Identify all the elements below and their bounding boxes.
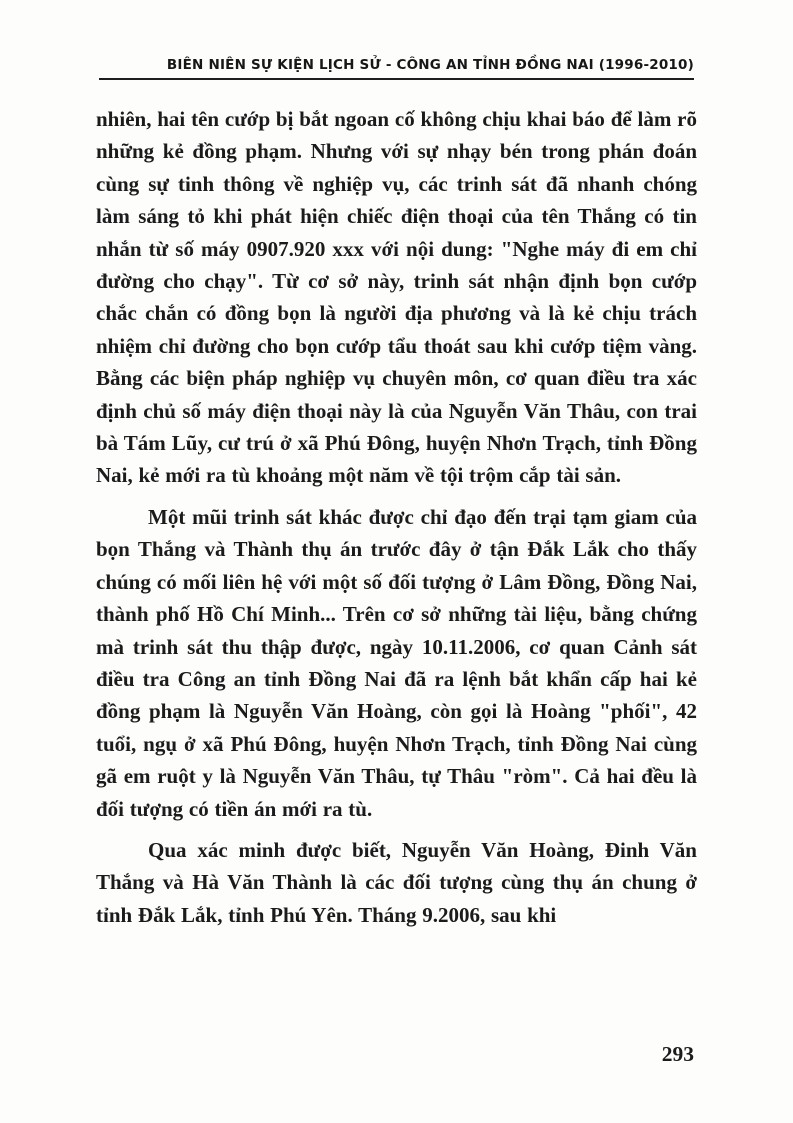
page-number: 293 <box>661 1042 694 1066</box>
paragraph: Một mũi trinh sát khác được chỉ đạo đến trại tạm giam của bọn Thắng và Thành thụ án trước đây ở tận Đắk Lắk cho thấy chúng có mối liên hệ với một số đối tượng ở Lâm Đồng, Đồng Nai, thành phố Hồ Chí Minh... Trên cơ sở những tài liệu, bằng chứng mà trinh sát thu thập được, ngày 10.11.2006, cơ quan Cảnh sát điều tra Công an tỉnh Đồng Nai đã ra lệnh bắt khẩn cấp hai kẻ đồng phạm là Nguyễn Văn Hoàng, còn gọi là Hoàng "phối", 42 tuổi, ngụ ở xã Phú Đông, huyện Nhơn Trạch, tỉnh Đồng Nai cùng gã em ruột y là Nguyễn Văn Thâu, tự Thâu "ròm". Cả hai đều là đối tượng có tiền án mới ra tù. <box>96 504 697 821</box>
header-rule <box>99 78 694 80</box>
paragraph: Qua xác minh được biết, Nguyễn Văn Hoàng, Đinh Văn Thắng và Hà Văn Thành là các đối tượng cùng thụ án chung ở tỉnh Đắk Lắk, tỉnh Phú Yên. Tháng 9.2006, sau khi <box>96 837 697 927</box>
running-header-title: BIÊN NIÊN SỰ KIỆN LỊCH SỬ - CÔNG AN TỈNH ĐỒNG NAI (1996-2010) <box>166 57 694 73</box>
paragraph: nhiên, hai tên cướp bị bắt ngoan cố không chịu khai báo để làm rõ những kẻ đồng phạm. Nhưng với sự nhạy bén trong phán đoán cùng sự tinh thông về nghiệp vụ, các trinh sát đã nhanh chóng làm sáng tỏ khi phát hiện chiếc điện thoại của tên Thắng có tin nhắn từ số máy 0907.920 xxx với nội dung: "Nghe máy đi em chỉ đường cho chạy". Từ cơ sở này, trinh sát nhận định bọn cướp chắc chắn có đồng bọn là người địa phương và là kẻ chịu trách nhiệm chỉ đường cho bọn cướp tẩu thoát sau khi cướp tiệm vàng. Bằng các biện pháp nghiệp vụ chuyên môn, cơ quan điều tra xác định chủ số máy điện thoại này là của Nguyễn Văn Thâu, con trai bà Tám Lũy, cư trú ở xã Phú Đông, huyện Nhơn Trạch, tỉnh Đồng Nai, kẻ mới ra tù khoảng một năm về tội trộm cắp tài sản. <box>96 107 697 488</box>
running-header <box>99 57 694 80</box>
page-body-text <box>96 103 697 931</box>
